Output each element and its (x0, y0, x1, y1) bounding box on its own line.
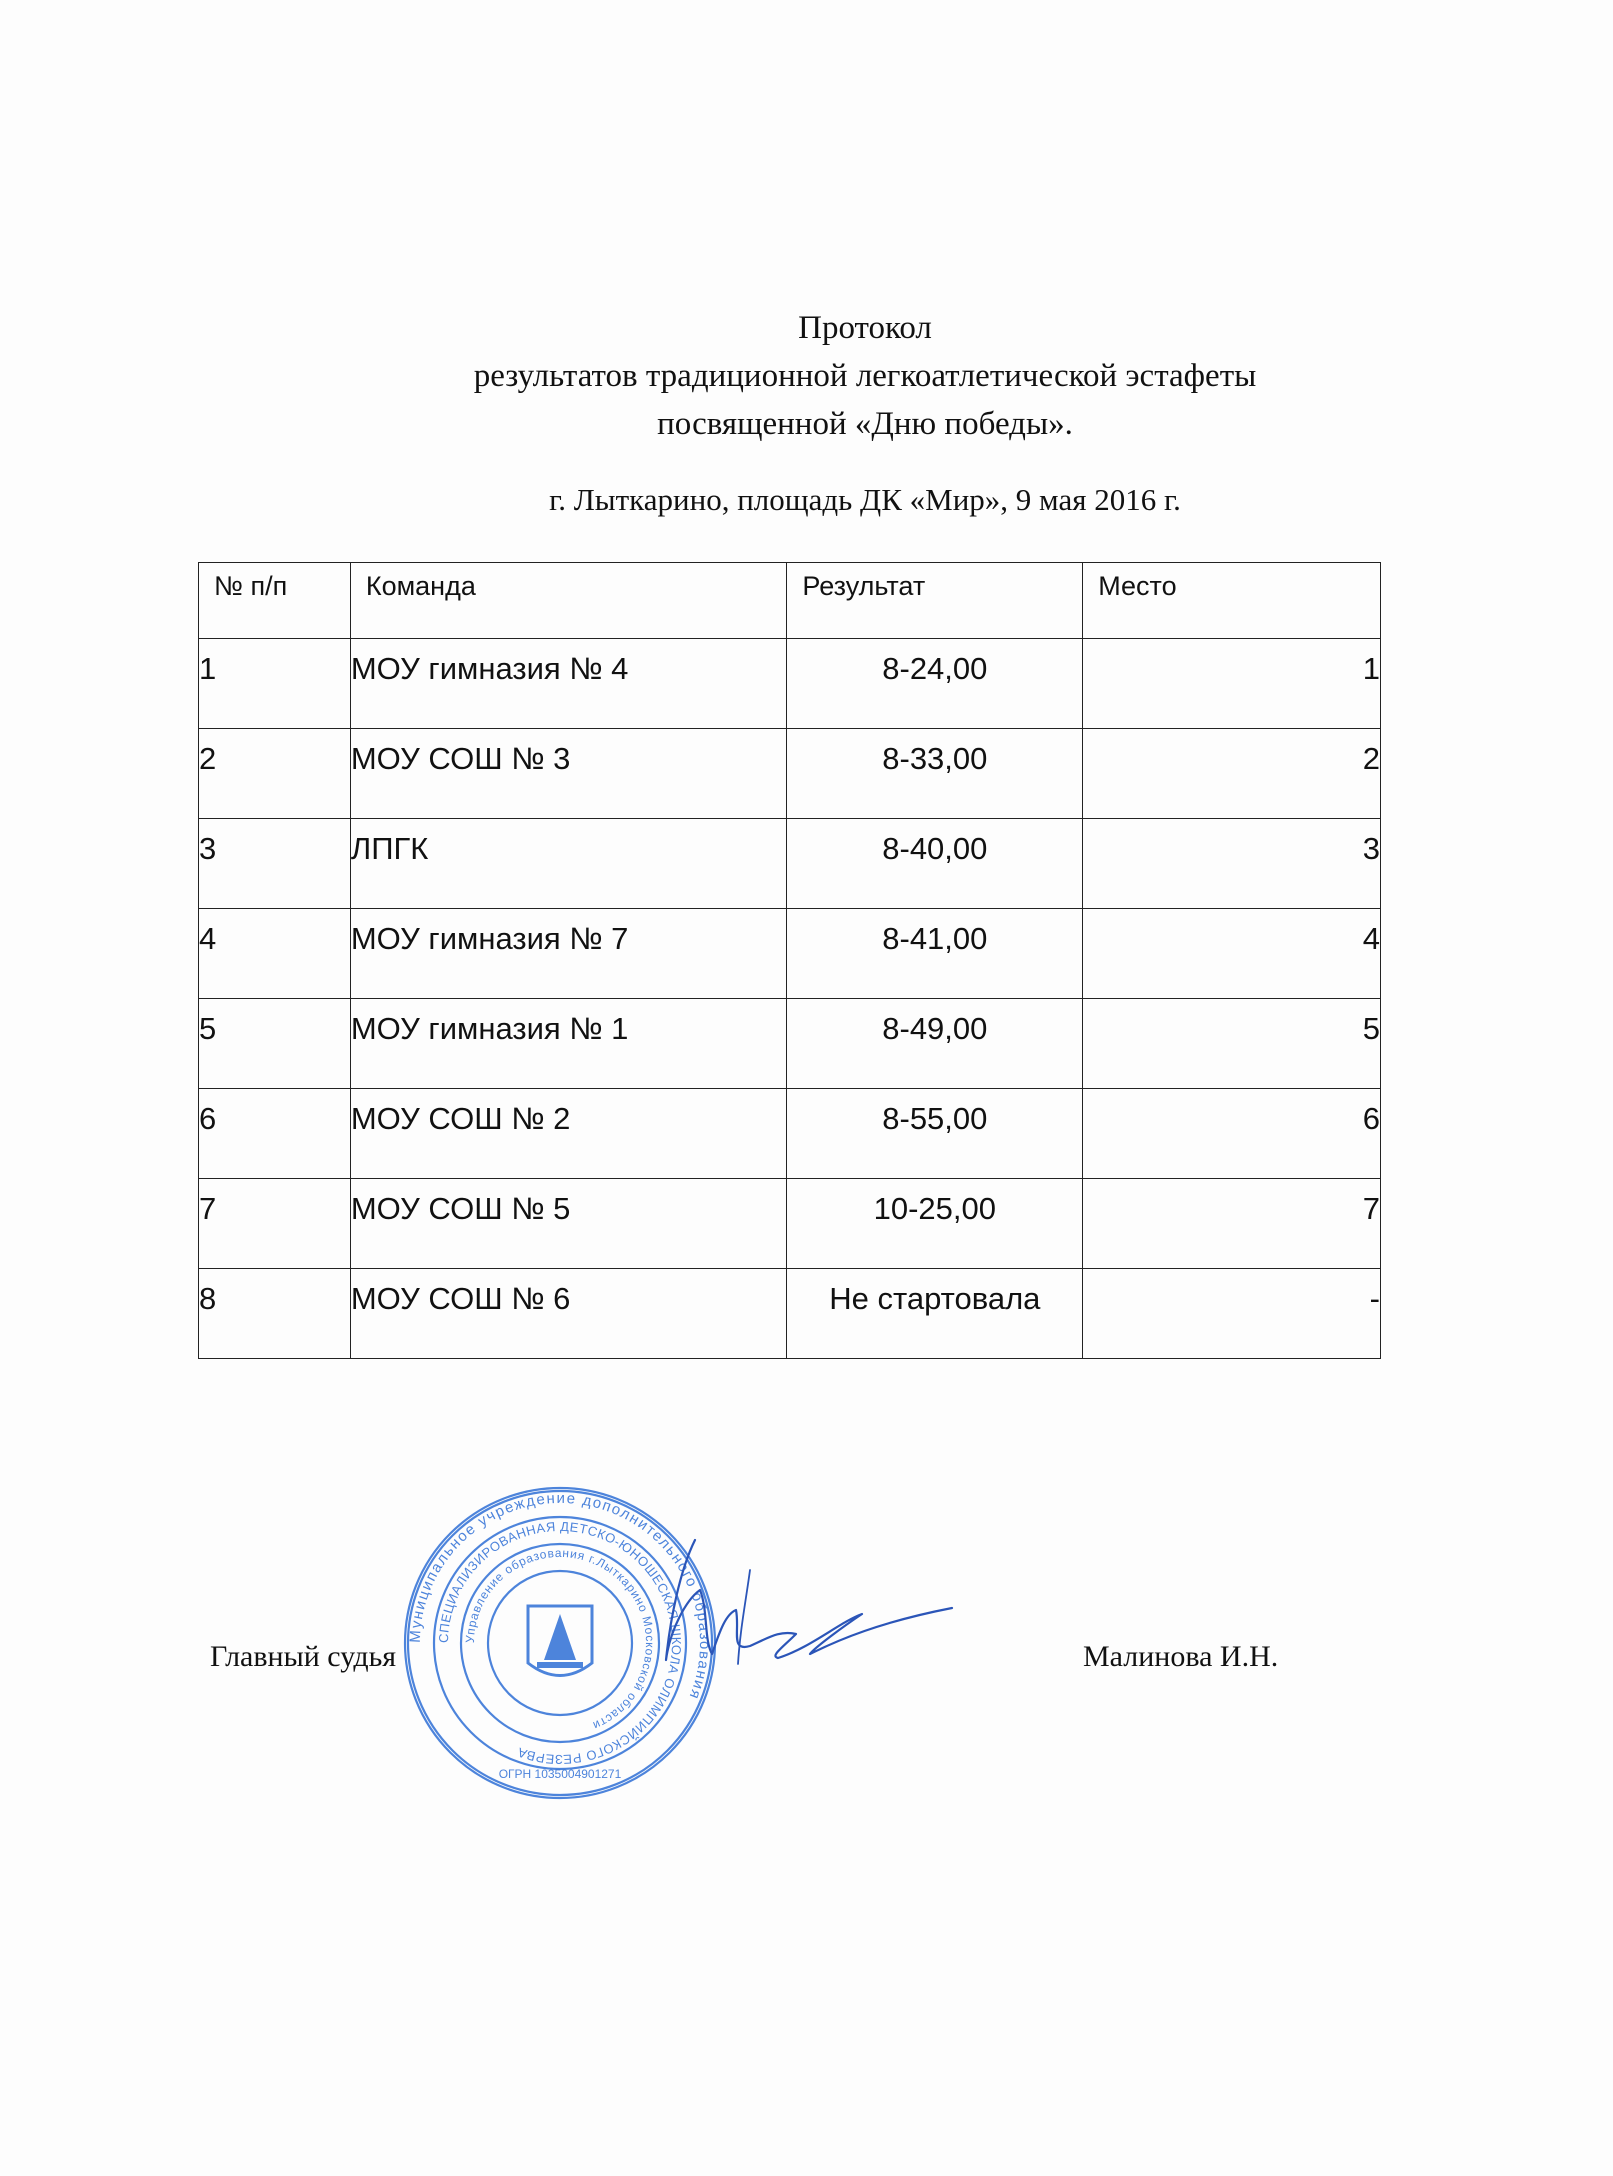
row-team: МОУ СОШ № 6 (350, 1269, 787, 1359)
header-number: № п/п (199, 563, 351, 639)
row-team: МОУ СОШ № 5 (350, 1179, 787, 1269)
header-place: Место (1083, 563, 1381, 639)
row-team: МОУ гимназия № 1 (350, 999, 787, 1089)
row-result: 8-41,00 (787, 909, 1083, 999)
row-team: ЛПГК (350, 819, 787, 909)
table-row (199, 729, 1381, 819)
row-team: МОУ СОШ № 2 (350, 1089, 787, 1179)
table-row (199, 639, 1381, 729)
handwritten-signature (600, 1530, 960, 1690)
coat-of-arms-icon (528, 1606, 592, 1676)
row-place: 5 (1083, 999, 1381, 1089)
results-table (198, 562, 1381, 1359)
header-result: Результат (787, 563, 1083, 639)
row-result: 10-25,00 (787, 1179, 1083, 1269)
row-result: 8-24,00 (787, 639, 1083, 729)
row-number: 8 (199, 1269, 351, 1359)
row-result: 8-40,00 (787, 819, 1083, 909)
row-number: 6 (199, 1089, 351, 1179)
row-place: 3 (1083, 819, 1381, 909)
row-number: 2 (199, 729, 351, 819)
table-header-row (199, 563, 1381, 639)
title-line-2: результатов традиционной легкоатлетической эстафеты (473, 358, 1257, 394)
chief-judge-name: Малинова И.Н. (1083, 1640, 1279, 1673)
row-number: 4 (199, 909, 351, 999)
title-line-3: посвященной «Дню победы». (657, 406, 1073, 442)
event-location: г. Лыткарино, площадь ДК «Мир», 9 мая 2016 г. (549, 482, 1181, 517)
table-row (199, 909, 1381, 999)
title-line-1: Протокол (798, 310, 932, 346)
row-result: 8-33,00 (787, 729, 1083, 819)
table-row (199, 1179, 1381, 1269)
row-place: 2 (1083, 729, 1381, 819)
row-place: - (1083, 1269, 1381, 1359)
table-row (199, 819, 1381, 909)
chief-judge-label: Главный судья (210, 1640, 397, 1673)
row-number: 5 (199, 999, 351, 1089)
row-number: 7 (199, 1179, 351, 1269)
row-team: МОУ гимназия № 7 (350, 909, 787, 999)
table-row (199, 1269, 1381, 1359)
table-row (199, 1089, 1381, 1179)
row-team: МОУ гимназия № 4 (350, 639, 787, 729)
stamp-outer-text: Муниципальное учреждение дополнительного образования (406, 1489, 714, 1703)
document-title (0, 304, 1613, 448)
header-team: Команда (350, 563, 787, 639)
row-result: Не стартовала (787, 1269, 1083, 1359)
table-row (199, 999, 1381, 1089)
row-team: МОУ СОШ № 3 (350, 729, 787, 819)
stamp-middle-text: СПЕЦИАЛИЗИРОВАННАЯ ДЕТСКО-ЮНОШЕСКАЯ ШКОЛА ОЛИМПИЙСКОГО РЕЗЕРВА (435, 1518, 685, 1768)
row-number: 1 (199, 639, 351, 729)
row-number: 3 (199, 819, 351, 909)
stamp-inner-text: Управление образования г.Лыткарино Московской области (462, 1545, 658, 1734)
row-place: 1 (1083, 639, 1381, 729)
row-result: 8-55,00 (787, 1089, 1083, 1179)
row-place: 7 (1083, 1179, 1381, 1269)
row-result: 8-49,00 (787, 999, 1083, 1089)
row-place: 6 (1083, 1089, 1381, 1179)
stamp-ogrn-text: ОГРН 1035004901271 (498, 1767, 622, 1781)
row-place: 4 (1083, 909, 1381, 999)
